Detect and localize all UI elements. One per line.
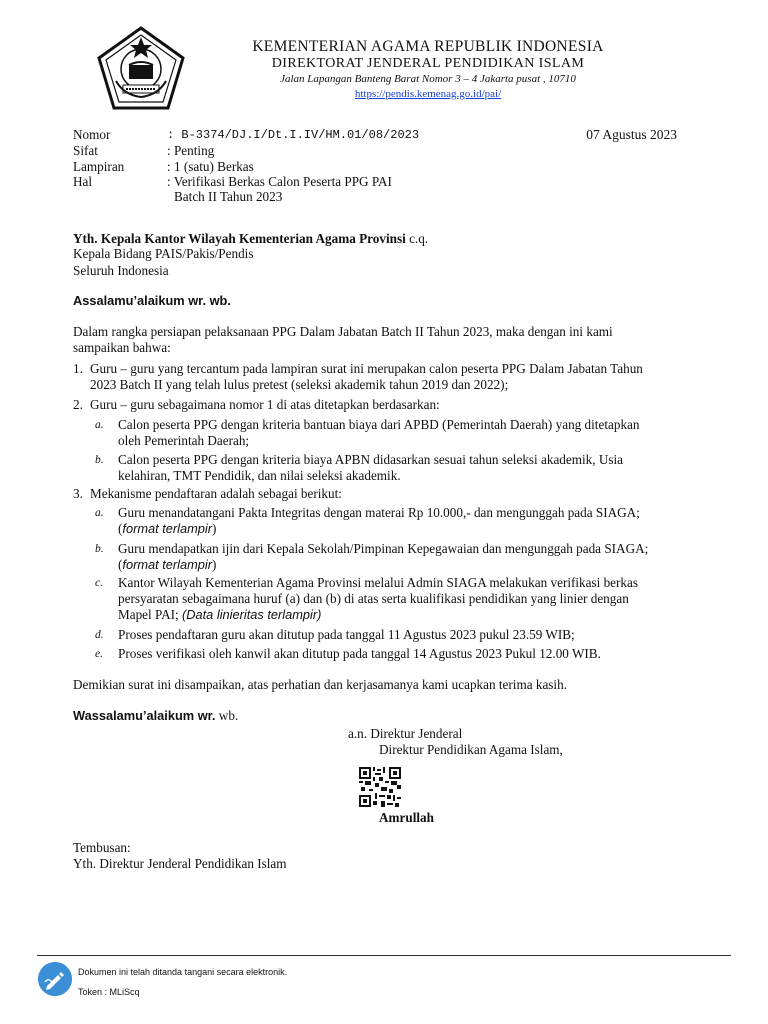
text-line: Guru menandatangani Pakta Integritas dengan materai Rp 10.000,- dan mengunggah pada SIAGA; bbox=[118, 505, 640, 520]
kemenag-logo bbox=[96, 25, 186, 111]
text-line: (format terlampir) bbox=[118, 521, 217, 536]
hal-value: : Verifikasi Berkas Calon Peserta PPG PAI bbox=[167, 174, 392, 189]
sub-label: e. bbox=[95, 648, 103, 660]
recipient-cq: c.q. bbox=[405, 231, 429, 246]
text-line: Calon peserta PPG dengan kriteria biaya APBN didasarkan sesuai tahun seleksi akademik, Usia bbox=[118, 452, 624, 467]
lampiran-label: Lampiran bbox=[73, 159, 125, 174]
sub-label: b. bbox=[95, 454, 104, 466]
lampiran-value: : 1 (satu) Berkas bbox=[167, 159, 254, 174]
sub-text bbox=[118, 505, 696, 537]
text-fragment: Mapel PAI; bbox=[118, 607, 182, 622]
list-item-text: Guru – guru sebagaimana nomor 1 di atas ditetapkan berdasarkan: bbox=[90, 397, 440, 412]
list-number: 1. bbox=[73, 361, 83, 376]
hal-value-cont: Batch II Tahun 2023 bbox=[174, 189, 283, 204]
footer-token: Token : MLiScq bbox=[78, 987, 140, 997]
text-line bbox=[118, 607, 696, 623]
sub-label: d. bbox=[95, 629, 104, 641]
sub-text bbox=[118, 452, 696, 484]
website-link[interactable]: https://pendis.kemenag.go.id/pai/ bbox=[354, 88, 502, 100]
sifat-value: : Penting bbox=[167, 143, 215, 158]
lampiran-row bbox=[73, 159, 573, 175]
text-line: Guru mendapatkan ijin dari Kepala Sekolah/Pimpinan Kepegawaian dan mengunggah pada SIAGA; bbox=[118, 541, 649, 556]
sub-text: Proses verifikasi oleh kanwil akan ditutup pada tanggal 14 Agustus 2023 Pukul 12.00 WIB. bbox=[118, 646, 601, 661]
text-line: Guru – guru yang tercantum pada lampiran surat ini merupakan calon peserta PPG Dalam Jabatan Tahun bbox=[90, 361, 643, 376]
list-item-1 bbox=[73, 361, 695, 393]
directorate-name: DIREKTORAT JENDERAL PENDIDIKAN ISLAM bbox=[271, 56, 585, 71]
list-item-2 bbox=[73, 397, 695, 481]
ministry-name: KEMENTERIAN AGAMA REPUBLIK INDONESIA bbox=[252, 38, 604, 55]
text-line: Calon peserta PPG dengan kriteria bantuan biaya dari APBD (Pemerintah Daerah) yang ditetapkan bbox=[118, 417, 640, 432]
sub-label: a. bbox=[95, 419, 104, 431]
text-line: 2023 Batch II yang telah lulus pretest (seleksi akademik tahun 2019 dan 2022); bbox=[90, 377, 509, 392]
text-line: Kantor Wilayah Kementerian Agama Provinsi melalui Admin SIAGA melakukan verifikasi berkas bbox=[118, 575, 639, 590]
hal-row bbox=[73, 174, 573, 190]
letter-date: 07 Agustus 2023 bbox=[586, 127, 677, 142]
footer-divider bbox=[37, 955, 731, 956]
cc-line-1: Yth. Direktur Jenderal Pendidikan Islam bbox=[73, 856, 287, 871]
sub-label: b. bbox=[95, 543, 104, 555]
sub-text: Proses pendaftaran guru akan ditutup pada tanggal 11 Agustus 2023 pukul 23.59 WIB; bbox=[118, 627, 575, 642]
text-line: oleh Pemerintah Daerah; bbox=[118, 433, 250, 448]
recipient-line-2: Kepala Bidang PAIS/Pakis/Pendis bbox=[73, 246, 254, 261]
sub-label: a. bbox=[95, 507, 104, 519]
list-item-3 bbox=[73, 486, 695, 666]
sub-label: c. bbox=[95, 577, 103, 589]
electronic-signature-icon bbox=[38, 962, 72, 996]
farewell-tail: wb. bbox=[215, 708, 239, 723]
signatory-name: Amrullah bbox=[379, 810, 434, 825]
greeting: Assalamu’alaikum wr. wb. bbox=[73, 293, 231, 308]
sub-text bbox=[118, 541, 696, 573]
recipient-line-3: Seluruh Indonesia bbox=[73, 263, 169, 278]
text-line: kelahiran, TMT Pendidik, dan nilai seleksi akademik. bbox=[118, 468, 401, 483]
signature-an: a.n. Direktur Jenderal bbox=[348, 726, 463, 741]
signature-title: Direktur Pendidikan Agama Islam, bbox=[379, 742, 563, 757]
cc-label: Tembusan: bbox=[73, 840, 131, 855]
qr-code bbox=[359, 767, 401, 807]
linieritas-note: (Data linieritas terlampir) bbox=[182, 607, 322, 622]
sub-text bbox=[118, 575, 696, 623]
sifat-label: Sifat bbox=[73, 143, 98, 158]
intro-line-2: sampaikan bahwa: bbox=[73, 340, 171, 355]
list-number: 2. bbox=[73, 397, 83, 412]
format-note: format terlampir bbox=[122, 521, 213, 536]
recipient-title: Yth. Kepala Kantor Wilayah Kementerian Agama Provinsi bbox=[73, 231, 406, 246]
list-item-text: Mekanisme pendaftaran adalah sebagai berikut: bbox=[90, 486, 342, 501]
closing-text: Demikian surat ini disampaikan, atas perhatian dan kerjasamanya kami ucapkan terima kasih. bbox=[73, 677, 567, 692]
list-number: 3. bbox=[73, 486, 83, 501]
nomor-row bbox=[73, 127, 573, 143]
footer-note: Dokumen ini telah ditanda tangani secara elektronik. bbox=[78, 967, 288, 977]
list-item-text bbox=[90, 361, 695, 393]
sub-text bbox=[118, 417, 696, 449]
text-line: persyaratan sebagaimana huruf (a) dan (b) di atas serta kualifikasi pendidikan yang linier dengan bbox=[118, 591, 629, 606]
farewell bbox=[73, 708, 695, 724]
text-line: (format terlampir) bbox=[118, 557, 217, 572]
sifat-row bbox=[73, 143, 573, 159]
address: Jalan Lapangan Banteng Barat Nomor 3 – 4 Jakarta pusat , 10710 bbox=[280, 73, 576, 85]
hal-label: Hal bbox=[73, 174, 93, 189]
farewell-bold: Wassalamu’alaikum wr. bbox=[73, 708, 216, 723]
recipient-line-1 bbox=[73, 231, 695, 247]
nomor-label: Nomor bbox=[73, 127, 111, 142]
intro-line-1: Dalam rangka persiapan pelaksanaan PPG Dalam Jabatan Batch II Tahun 2023, maka dengan ini kami bbox=[73, 324, 613, 339]
format-note: format terlampir bbox=[122, 557, 213, 572]
nomor-value: : B-3374/DJ.I/Dt.I.IV/HM.01/08/2023 bbox=[167, 128, 420, 142]
